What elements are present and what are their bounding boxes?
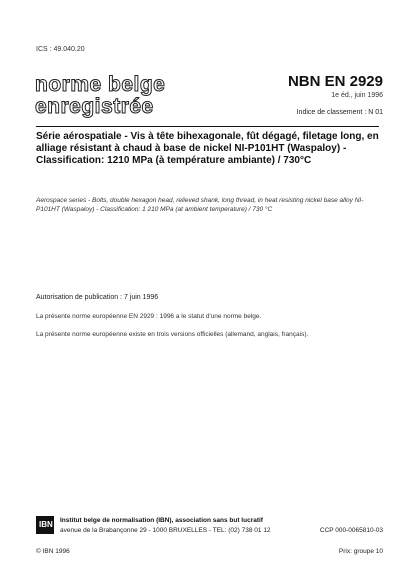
ics-code: ICS : 49.040.20 xyxy=(36,46,85,53)
status-paragraph: La présente norme européenne EN 2929 : 1996 a le statut d'une norme belge. xyxy=(36,313,262,320)
price-group: Prix: groupe 10 xyxy=(338,548,383,555)
versions-paragraph: La présente norme européenne existe en trois versions officielles (allemand, anglais, français). xyxy=(36,331,309,338)
brand-line-1: norme belge xyxy=(35,73,166,96)
document-title-fr: Série aérospatiale - Vis à tête bihexagonale, fût dégagé, filetage long, en alliage résistant à chaud à base de nickel NI-P101HT (Waspaloy) - Classification: 1210 MPa (à température ambiante) / 730°C xyxy=(36,131,379,166)
ibn-logo xyxy=(36,516,54,534)
brand-title xyxy=(35,74,165,118)
organization-name: Institut belge de normalisation (IBN), association sans but lucratif xyxy=(60,517,263,524)
organization-address: avenue de la Brabançonne 29 - 1000 BRUXELLES - TEL: (02) 738 01 12 xyxy=(60,527,271,534)
document-title-en: Aerospace series - Bolts, double hexagon head, relieved shank, long thread, in heat resisting nickel base alloy NI-P101HT (Waspaloy) - Classification: 1 210 MPa (at ambient temperature) / 730 °C xyxy=(36,197,364,213)
copyright: © IBN 1996 xyxy=(36,548,70,555)
postal-account: CCP 000-0065810-03 xyxy=(319,527,383,534)
classification-index: Indice de classement : N 01 xyxy=(296,109,383,116)
standard-number: NBN EN 2929 xyxy=(287,73,383,90)
publication-authorization: Autorisation de publication : 7 juin 1996 xyxy=(36,294,159,301)
title-divider xyxy=(36,126,379,127)
brand-line-2: enregistrée xyxy=(35,95,154,118)
ibn-logo-text: IBN xyxy=(39,520,53,529)
edition-date: 1e éd., juin 1996 xyxy=(331,92,383,99)
